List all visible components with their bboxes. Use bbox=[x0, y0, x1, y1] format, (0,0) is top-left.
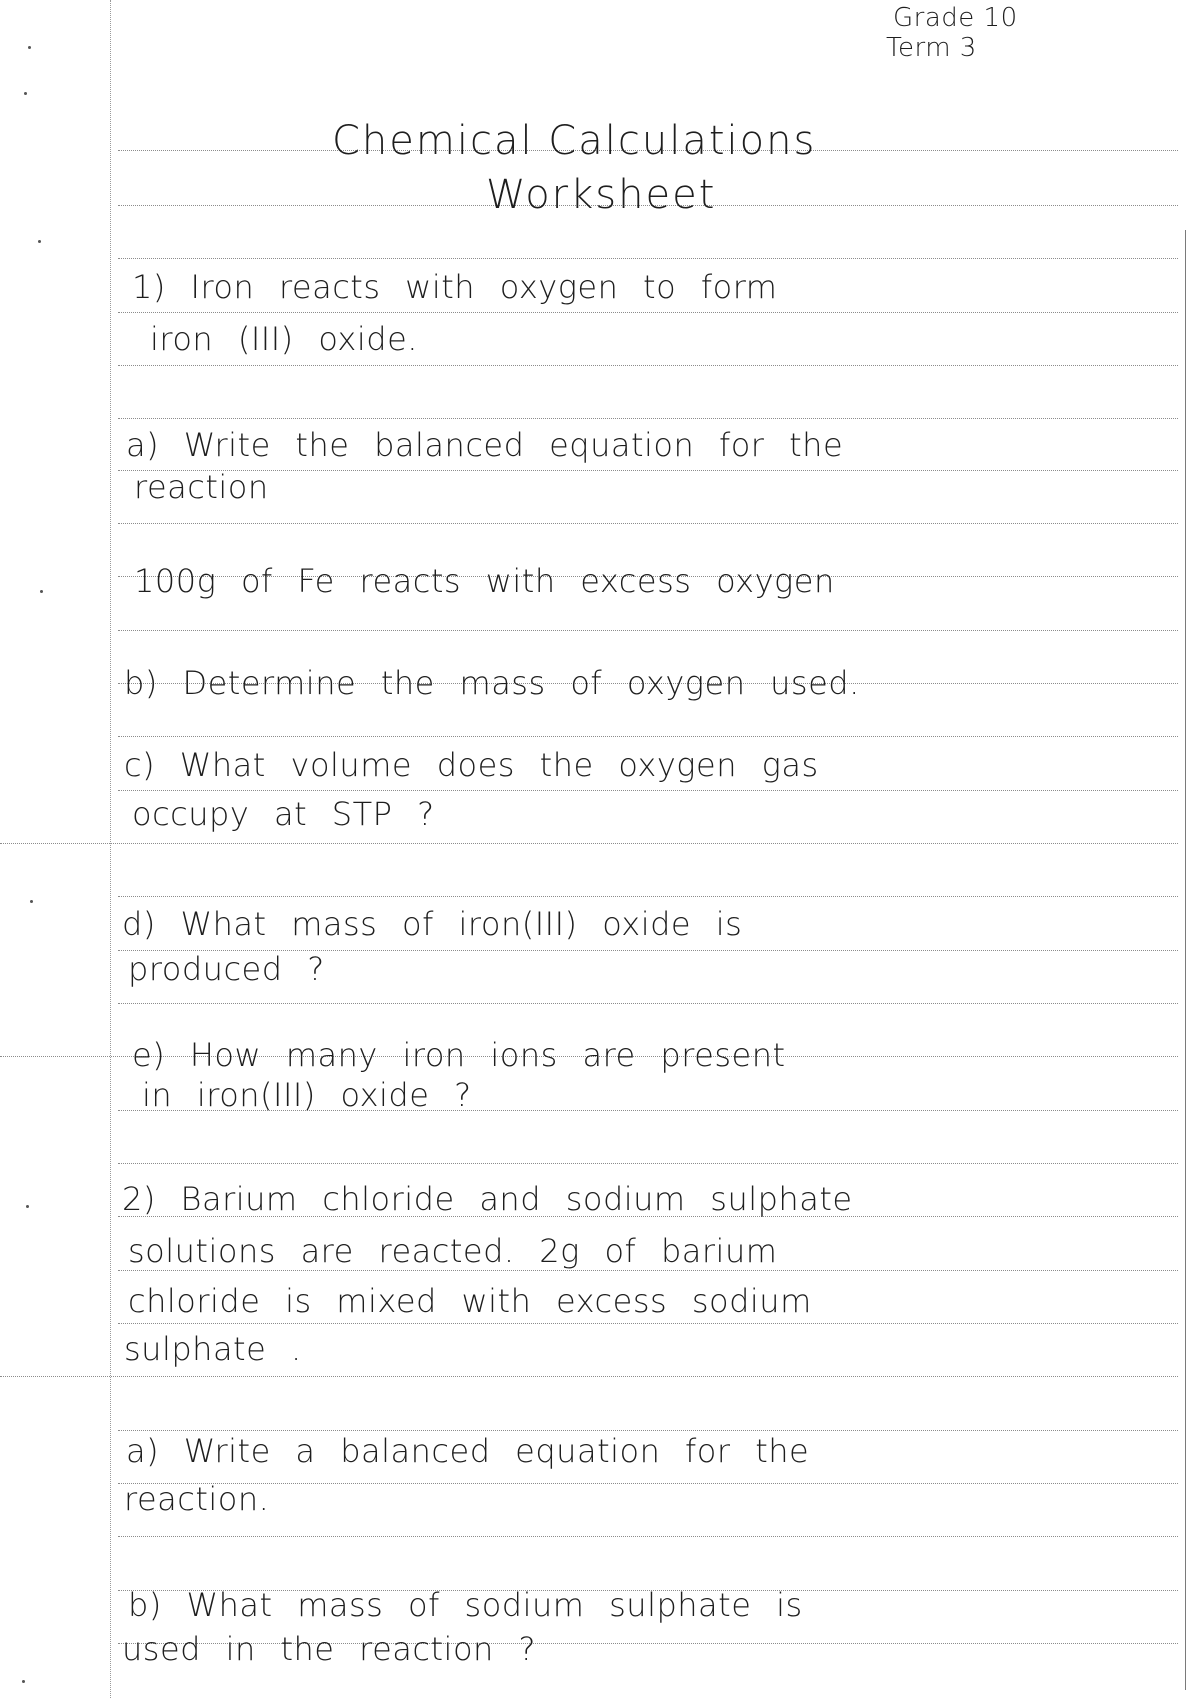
ruled-line bbox=[118, 523, 1178, 524]
ruled-line bbox=[118, 258, 1178, 259]
ruled-line bbox=[0, 843, 1178, 844]
ruled-line bbox=[118, 470, 1178, 471]
scan-speck bbox=[30, 900, 33, 903]
scan-speck bbox=[38, 240, 41, 243]
ruled-line bbox=[118, 365, 1178, 366]
ruled-line bbox=[118, 312, 1178, 313]
question-2b-cont: used in the reaction ? bbox=[122, 1630, 536, 1668]
grade-label: Grade 10 bbox=[893, 3, 1018, 33]
question-1d: d) What mass of iron(III) oxide is bbox=[122, 905, 743, 943]
ruled-line bbox=[118, 630, 1178, 631]
question-1a-cont: reaction bbox=[134, 468, 269, 506]
ruled-line bbox=[118, 1430, 1178, 1431]
ruled-line bbox=[118, 1003, 1178, 1004]
question-2b: b) What mass of sodium sulphate is bbox=[128, 1586, 803, 1624]
ruled-line bbox=[118, 736, 1178, 737]
term-label: Term 3 bbox=[886, 33, 977, 63]
question-2-intro-cont: sulphate . bbox=[124, 1330, 302, 1368]
ruled-line bbox=[118, 1483, 1178, 1484]
question-1e-cont: in iron(III) oxide ? bbox=[142, 1076, 472, 1114]
question-2-intro-cont: solutions are reacted. 2g of barium bbox=[128, 1232, 778, 1270]
question-1-given: 100g of Fe reacts with excess oxygen bbox=[134, 562, 835, 600]
page-subtitle: Worksheet bbox=[486, 172, 717, 218]
question-1c-cont: occupy at STP ? bbox=[132, 795, 435, 833]
question-2-intro: 2) Barium chloride and sodium sulphate bbox=[122, 1180, 853, 1218]
question-1d-cont: produced ? bbox=[128, 950, 325, 988]
question-1-intro-cont: iron (III) oxide. bbox=[150, 320, 418, 358]
ruled-line bbox=[118, 1536, 1178, 1537]
question-2-intro-cont: chloride is mixed with excess sodium bbox=[128, 1282, 812, 1320]
question-1-intro: 1) Iron reacts with oxygen to form bbox=[132, 268, 778, 306]
page-edge bbox=[1185, 230, 1186, 1690]
page-title: Chemical Calculations bbox=[332, 118, 817, 164]
question-2a: a) Write a balanced equation for the bbox=[126, 1432, 810, 1470]
margin-line bbox=[110, 0, 111, 1698]
scan-speck bbox=[22, 1680, 25, 1683]
ruled-line bbox=[118, 1270, 1178, 1271]
question-1c: c) What volume does the oxygen gas bbox=[124, 746, 819, 784]
ruled-line bbox=[118, 896, 1178, 897]
ruled-line bbox=[118, 790, 1178, 791]
scan-speck bbox=[28, 46, 31, 49]
scan-speck bbox=[26, 1205, 29, 1208]
ruled-line bbox=[118, 1323, 1178, 1324]
question-1a: a) Write the balanced equation for the bbox=[126, 426, 844, 464]
ruled-line bbox=[0, 1376, 1178, 1377]
scan-speck bbox=[24, 92, 27, 95]
scan-speck bbox=[40, 590, 43, 593]
question-2a-cont: reaction. bbox=[124, 1480, 270, 1518]
question-1b: b) Determine the mass of oxygen used. bbox=[124, 664, 860, 702]
ruled-line bbox=[118, 418, 1178, 419]
ruled-line bbox=[118, 1163, 1178, 1164]
question-1e: e) How many iron ions are present bbox=[132, 1036, 786, 1074]
